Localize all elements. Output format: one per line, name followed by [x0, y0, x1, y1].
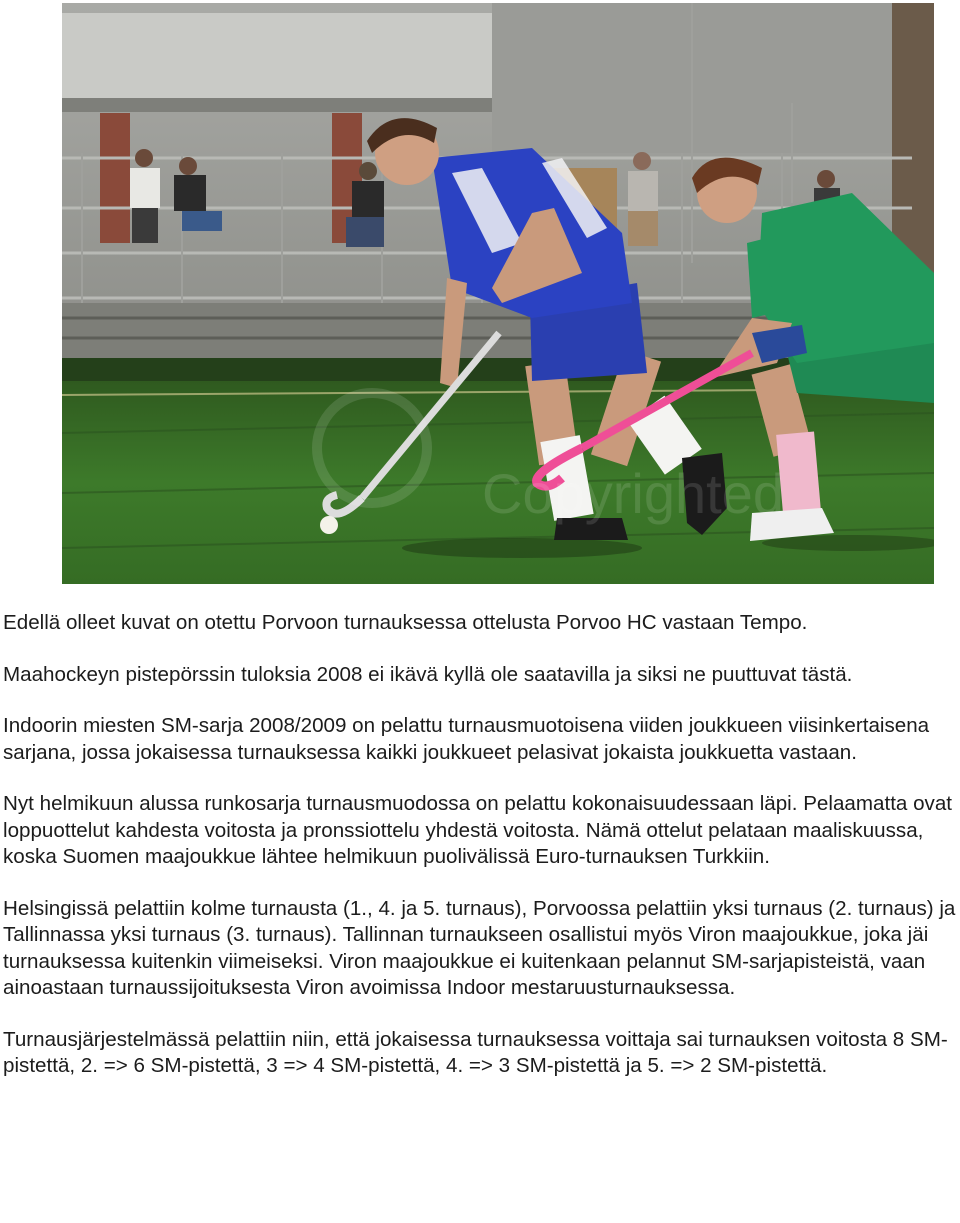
paragraph-points-system: Turnausjärjestelmässä pelattiin niin, että jokaisessa turnauksessa voittaja sai turnauksen voitosta 8 SM-pistettä, 2. => 6 SM-pistettä, 3 => 4 SM-pistettä, 4. => 3 SM-pistettä ja 5. => 2 SM-pistettä. [3, 1027, 948, 1077]
paragraph-tournament-locations: Helsingissä pelattiin kolme turnausta (1., 4. ja 5. turnaus), Porvoossa pelattiin yksi turnaus (2. turnaus) ja Tallinnassa yksi turnaus (3. turnaus). Tallinnan turnaukseen osallistui myös Viron maajoukkue, joka jäi turnauksessa kuitenkin viimeiseksi. Viron maajoukkue ei kuitenkaan pelannut SM-sarjapisteistä, vaan ainoastaan turnaussijoituksesta Viron avoimissa Indoor mestaruusturnauksessa. [3, 896, 956, 999]
field-hockey-photo [62, 3, 934, 584]
watermark-text: Copyrighted [482, 462, 784, 525]
paragraph-scoring-note: Maahockeyn pistepörssin tuloksia 2008 ei ikävä kyllä ole saatavilla ja siksi ne puuttuvat tästä. [3, 662, 853, 686]
article-text [3, 610, 960, 1105]
paragraph-intro: Edellä olleet kuvat on otettu Porvoon turnauksessa ottelusta Porvoo HC vastaan Tempo. [3, 611, 808, 634]
paragraph-regular-season: Nyt helmikuun alussa runkosarja turnausmuodossa on pelattu kokonaisuudessaan läpi. Pelaamatta ovat loppuottelut kahdesta voitosta ja pronssiottelu yhdestä voitosta. Nämä ottelut pelataan maaliskuussa, koska Suomen maajoukkue lähtee helmikuun puolivälissä Euro-turnauksen Turkkiin. [3, 792, 953, 868]
paragraph-league-format: Indoorin miesten SM-sarja 2008/2009 on pelattu turnausmuotoisena viiden joukkueen viisinkertaisena sarjana, jossa jokaisessa turnauksessa kaikki joukkueet pelasivat jokaista joukkuetta vastaan. [3, 714, 930, 764]
field-hockey-photo-icon [62, 3, 934, 584]
